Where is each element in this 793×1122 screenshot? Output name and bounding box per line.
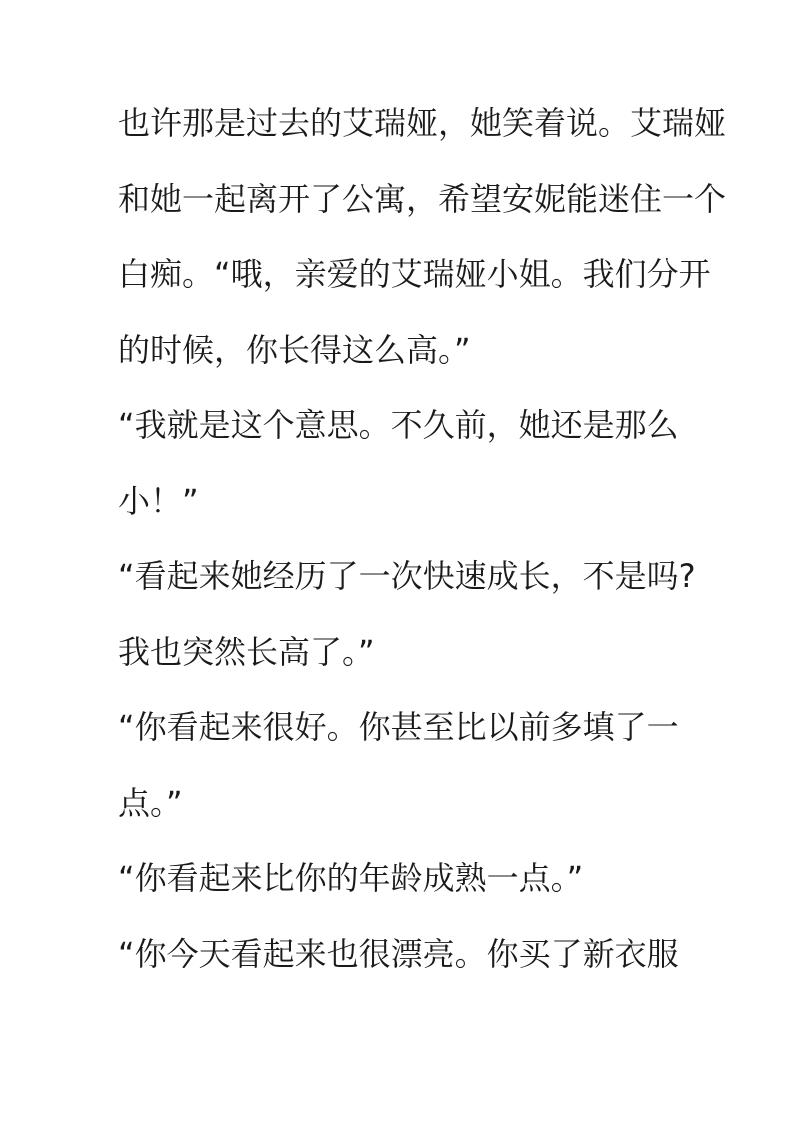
text-line: 白痴。“哦，亲爱的艾瑞娅小姐。我们分开: [118, 255, 711, 293]
text-line: 我也突然长高了。”: [118, 632, 375, 671]
text-line: 的时候，你长得这么高。”: [118, 330, 471, 369]
text-line: 点。”: [118, 783, 183, 822]
text-line: “你看起来很好。你甚至比以前多填了一: [118, 708, 679, 746]
text-line: “我就是这个意思。不久前，她还是那么: [118, 406, 679, 444]
text-line: “你看起来比你的年龄成熟一点。”: [118, 859, 584, 897]
text-line: “你今天看起来也很漂亮。你买了新衣服: [118, 934, 679, 973]
text-line: 和她一起离开了公寓，希望安妮能迷住一个: [118, 179, 727, 218]
text-line: 小！”: [118, 481, 199, 520]
text-line: “看起来她经历了一次快速成长，不是吗?: [118, 557, 696, 595]
text-line: 也许那是过去的艾瑞娅，她笑着说。艾瑞娅: [118, 104, 727, 142]
body-text: [118, 98, 727, 1004]
